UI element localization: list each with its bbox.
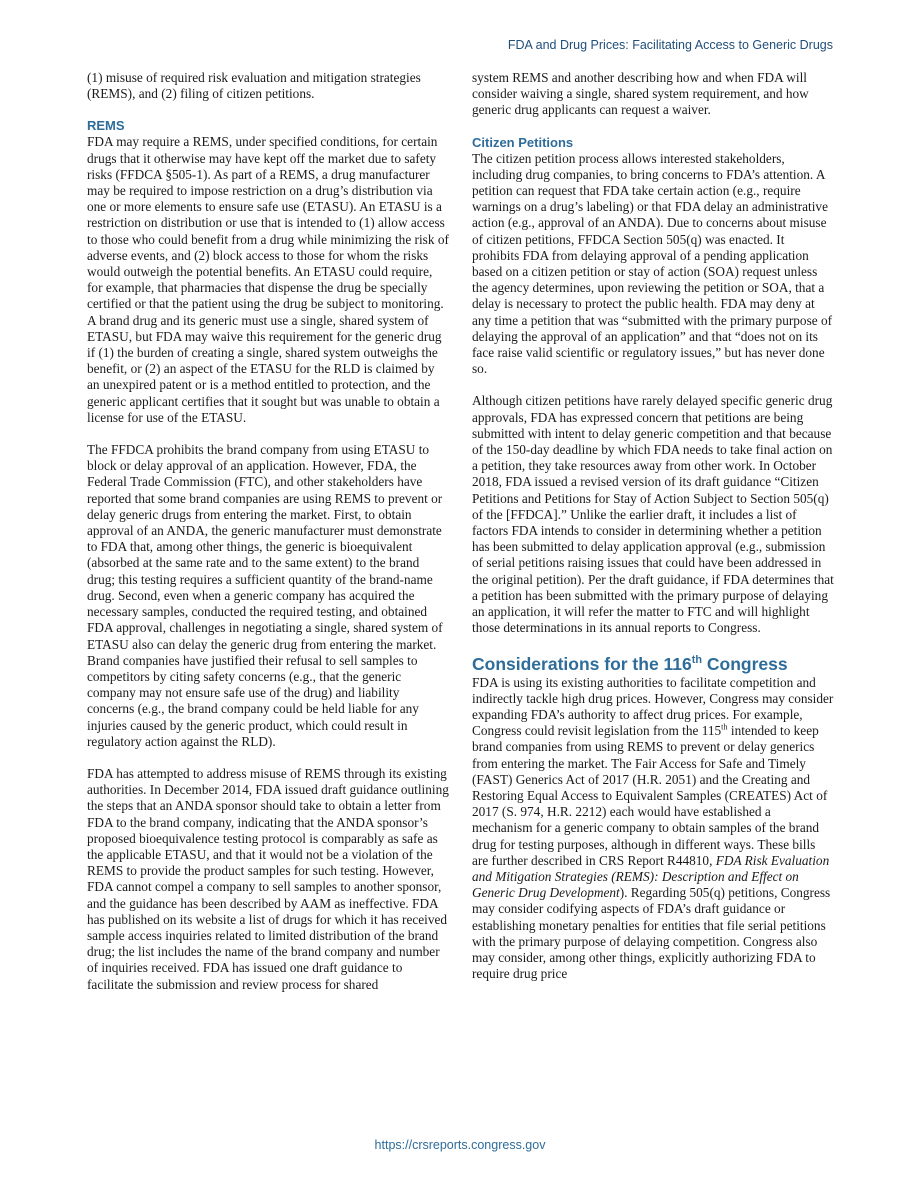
citizen-petitions-paragraph-1: The citizen petition process allows interested stakeholders, including drug companies, to bring concerns to FDA’s attention. A petition can request that FDA take certain action (e.g., require warnings on a drug’s labeling) or that FDA delay an administrative action (e.g., approval of an ANDA). Due to concerns about misuse of citizen petitions, FFDCA Section 505(q) was enacted. It prohibits FDA from delaying approval of a pending application based on a citizen petition or stay of action (SOA) request unless the agency determines, upon reviewing the petition or SOA, that a delay is necessary to protect the public health. FDA may deny at any time a petition that was “submitted with the primary purpose of delaying the approval of an application” and that “does not on its face raise valid scientific or regulatory issues,” but has never done so. — [472, 150, 833, 377]
left-column — [87, 70, 449, 993]
footer-url: https://crsreports.congress.gov — [374, 1138, 546, 1152]
considerations-heading-tail: Congress — [702, 653, 788, 674]
considerations-heading-superscript: th — [691, 653, 703, 666]
crs-report-title: FDA Risk Evaluation and Mitigation Strategies (REMS): Description and Effect on Generic Drug Development — [472, 852, 830, 901]
rems-paragraph-1: FDA may require a REMS, under specified conditions, for certain drugs that it otherwise may have kept off the market due to safety risks (FFDCA §505-1). As part of a REMS, a drug manufacturer may be required to impose restriction on a drug’s distribution via one or more elements to ensure safe use (ETASU). An ETASU is a restriction on distribution or use that is intended to (1) allow access to those who could benefit from a drug while minimizing the risk of adverse events, and (2) block access to those for whom the risks would outweigh the potential benefits. An ETASU could require, for example, that pharmacies that dispense the drug be specially certified or that the patient using the drug be subject to monitoring. A brand drug and its generic must use a single, shared system of ETASU, but FDA may waive this requirement for the generic drug if (1) the burden of creating a single, shared system outweighs the benefit, or (2) an aspect of the ETASU for the RLD is claimed by an unexpired patent or is a method entitled to protection, and the generic applicant certifies that it sought but was unable to obtain a license for use of the ETASU. — [87, 134, 449, 425]
intro-paragraph-tail: (1) misuse of required risk evaluation and mitigation strategies (REMS), and (2) filing of citizen petitions. — [87, 70, 421, 102]
considerations-text-c: ). Regarding 505(q) petitions, Congress may consider codifying aspects of FDA’s draft guidance or establishing monetary penalties for entities that file serial petitions with the primary purpose of delaying competition. Congress also may consider, among other things, explicitly authorizing FDA to require drug price — [472, 885, 831, 982]
rems-paragraph-2: The FFDCA prohibits the brand company from using ETASU to block or delay approval of an application. However, FDA, the Federal Trade Commission (FTC), and other stakeholders have reported that some brand companies are using REMS to prevent or delay generic drugs from entering the market. First, to obtain approval of an ANDA, the generic manufacturer must demonstrate to FDA that, among other things, the generic is bioequivalent (absorbed at the same rate and to the same extent) to the brand drug; this testing requires a sufficient quantity of the brand-name drug. Second, even when a generic company has acquired the necessary samples, conducted the required testing, and obtained FDA approval, challenges in negotiating a single, shared system of ETASU also can delay the generic drug from entering the market. Brand companies have justified their refusal to sell samples to competitors by citing safety concerns (e.g., that the generic company may not ensure safe use of the drug) and liability concerns (e.g., the brand company could be held liable for any injuries caused by the generic product, which could result in regulatory action against the RLD). — [87, 442, 443, 749]
right-column — [472, 70, 834, 982]
considerations-paragraph — [472, 675, 834, 983]
considerations-heading-text: Considerations for the 116 — [472, 653, 692, 674]
running-header: FDA and Drug Prices: Facilitating Access to Generic Drugs — [507, 38, 833, 52]
citizen-petitions-heading: Citizen Petitions — [472, 134, 574, 150]
rems-heading: REMS — [87, 118, 125, 134]
considerations-text-b: intended to keep brand companies from using REMS to prevent or delay generics from entering the market. The Fair Access for Safe and Timely (FAST) Generics Act of 2017 (H.R. 2051) and the Creating and Restoring Equal Access to Equivalent Samples (CREATES) Act of 2017 (S. 974, H.R. 2212) each would have established a mechanism for a generic company to obtain samples of the brand drug for testing purposes, although in different ways. These bills are further described in CRS Report R44810, — [472, 723, 828, 868]
considerations-superscript: th — [721, 722, 728, 732]
rems-paragraph-3: FDA has attempted to address misuse of REMS through its existing authorities. In December 2014, FDA issued draft guidance outlining the steps that an ANDA sponsor should take to obtain a letter from FDA to the brand company, indicating that the ANDA sponsor’s proposed bioequivalence testing protocol is comparably as safe as the applicable ETASU, and that it would not be a violation of the REMS to provide the product samples for such testing. However, FDA cannot compel a company to sell samples to another sponsor, and the guidance has been described by AAM as ineffective. FDA has published on its website a list of drugs for which it has received sample access inquiries related to limited distribution of the brand drug; the list includes the name of the brand company and number of inquiries received. FDA has issued one draft guidance to facilitate the submission and review process for shared — [87, 765, 449, 992]
considerations-heading — [472, 653, 834, 675]
considerations-text-a: FDA is using its existing authorities to facilitate competition and indirectly tackle high drug prices. However, Congress may consider expanding FDA’s authority to affect drug prices. For example, Congress could revisit legislation from the 115 — [472, 674, 834, 739]
citizen-petitions-paragraph-2: Although citizen petitions have rarely delayed specific generic drug approvals, FDA has expressed concern that petitions are being submitted with intent to delay generic competition and that because of the 150-day deadline by which FDA needs to take final action on a petition, they take resources away from other work. In October 2018, FDA issued a revised version of its draft guidance “Citizen Petitions and Petitions for Stay of Action Subject to Section 505(q) of the [FFDCA].” Unlike the earlier draft, it includes a list of factors FDA intends to consider in determining whether a petition has been submitted to delay application approval (e.g., submission of serial petitions raising issues that could have been addressed in the original petition). Per the draft guidance, if FDA determines that a petition has been submitted with the primary purpose of delaying an application, it will refer the matter to FTC and will highlight those determinations in its annual reports to Congress. — [472, 393, 834, 636]
rems-continued-paragraph: system REMS and another describing how and when FDA will consider waiving a single, shared system requirement, and how generic drug applicants can request a waiver. — [472, 70, 809, 118]
